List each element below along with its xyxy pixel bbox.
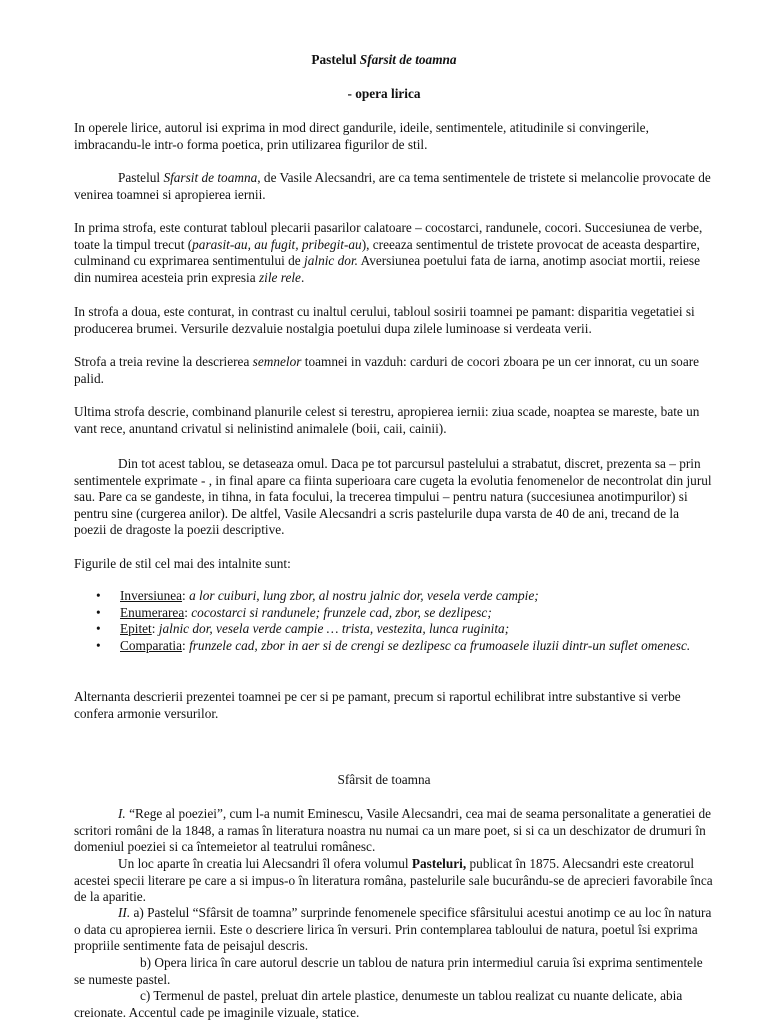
paragraph-omul: Din tot acest tablou, se detaseaza omul. Daca pe tot parcursul pastelului a strabatut, discret, prezenta sa – prin sentimentele exprimate - , in final apare ca fiinta superioara care cugeta la evolutia fenomenelor de necontrolat din jurul sau. Pare ca se gandeste, in tihna, in fata focului, la trecerea timpului – pentru natura (succesiunea anotimpurilor) si pentru sine (curgerea anilor). De altfel, Vasile Alecsandri a scris pastelurile dupa varsta de 40 de ani, trecand de la poezii de dragoste la poezii descriptive.	[74, 456, 712, 537]
section-title: Sfârsit de toamna	[337, 772, 431, 787]
paragraph-conclusion: Alternanta descrierii prezentei toamnei pe cer si pe pamant, precum si raportul echilibrat intre substantive si verbe confera armonie versurilor.	[74, 689, 681, 721]
list-item-enumerarea: • Enumerarea: cocostarci si randunele; frunzele cad, zbor, se dezlipesc;	[74, 605, 714, 622]
paragraph-strofa-3: Strofa a treia revine la descrierea semnelor toamnei in vazduh: carduri de cocori zboara pe un cer innorat, cu un soare palid.	[74, 354, 700, 386]
paragraph-strofa-1: In prima strofa, este conturat tabloul plecarii pasarilor calatoare – cocostarci, randunele, cocori. Succesiunea de verbe, toate la timpul trecut (parasit-au, au fugit, pribegit-au), creeaza sentimentul de tristete provocat de aceasta despartire, culminand cu exprimarea sentimentului de jalnic dor. Aversiunea poetului fata de iarna, anotimp asociat mortii, reiese din numirea acesteia prin expresia zile rele.	[74, 220, 703, 285]
list-item-epitet: • Epitet: jalnic dor, vesela verde campie … trista, vestezita, lunca ruginita;	[74, 621, 714, 638]
intro-paragraph: In operele lirice, autorul isi exprima in mod direct gandurile, ideile, sentimentele, atitudinile si convingerile, imbracandu-le intr-o forma poetica, prin utilizarea figurilor de stil.	[74, 120, 649, 152]
paragraph-c: c) Termenul de pastel, preluat din artele plastice, denumeste un tablou realizat cu nuante delicate, abia creionate. Accentul cade pe imaginile vizuale, statice.	[74, 988, 683, 1020]
title-prefix: Pastelul	[311, 52, 360, 67]
paragraph-theme: Pastelul Sfarsit de toamna, de Vasile Alecsandri, are ca tema sentimentele de tristete si melancolie provocate de venirea toamnei si apropierea iernii.	[74, 170, 711, 202]
paragraph-strofa-4: Ultima strofa descrie, combinand planurile celest si terestru, apropierea iernii: ziua scade, noaptea se mareste, bate un vant rece, anuntand crivatul si nelinistind animalele (boii, caii, cainii).	[74, 404, 700, 436]
paragraph-pasteluri: Un loc aparte în creatia lui Alecsandri îl ofera volumul Pasteluri, publicat în 1875. Alecsandri este creatorul acestei specii literare pe care a si impus-o în literatura româna, pastelurile sale bucurându-se de aprecieri favorabile înca de la aparitie.	[74, 856, 713, 904]
paragraph-section-I: I. “Rege al poeziei”, cum l-a numit Eminescu, Vasile Alecsandri, cea mai de seama personalitate a generatiei de scritori români de la 1848, a ramas în literatura noastra nu numai ca un mare poet, si si ca un deschizator de drumuri în domeniul poeziei si ca întemeietor al teatrului românesc.	[74, 806, 712, 854]
document-subtitle: - opera lirica	[347, 86, 421, 101]
title-italic: Sfarsit de toamna	[359, 52, 457, 67]
list-item-comparatia: • Comparatia: frunzele cad, zbor in aer si de crengi se dezlipesc ca frumoasele iluzii dintr-un suflet omenesc.	[74, 638, 714, 655]
paragraph-b: b) Opera lirica în care autorul descrie un tablou de natura prin intermediul caruia îsi exprima sentimentele se numeste pastel.	[74, 955, 703, 987]
figures-list	[74, 588, 714, 654]
paragraph-section-II: II. a) Pastelul “Sfârsit de toamna” surprinde fenomenele specifice sfârsitului acestui anotimp ce au loc în natura o data cu apropierea iernii. Este o descriere lirica în versuri. Prin contemplarea tabloului de natura, poetul îsi exprima propriile sentimente fata de peisajul descris.	[74, 905, 712, 953]
list-item-inversiunea: • Inversiunea: a lor cuiburi, lung zbor, al nostru jalnic dor, vesela verde campie;	[74, 588, 714, 605]
document-title	[0, 52, 768, 69]
paragraph-strofa-2: In strofa a doua, este conturat, in contrast cu inaltul cerului, tabloul sosirii toamnei pe pamant: disparitia vegetatiei si producerea brumei. Versurile dezvaluie nostalgia poetului dupa zilele luminoase si verdeata verii.	[74, 304, 695, 336]
paragraph-figuri-intro: Figurile de stil cel mai des intalnite sunt:	[74, 556, 291, 571]
